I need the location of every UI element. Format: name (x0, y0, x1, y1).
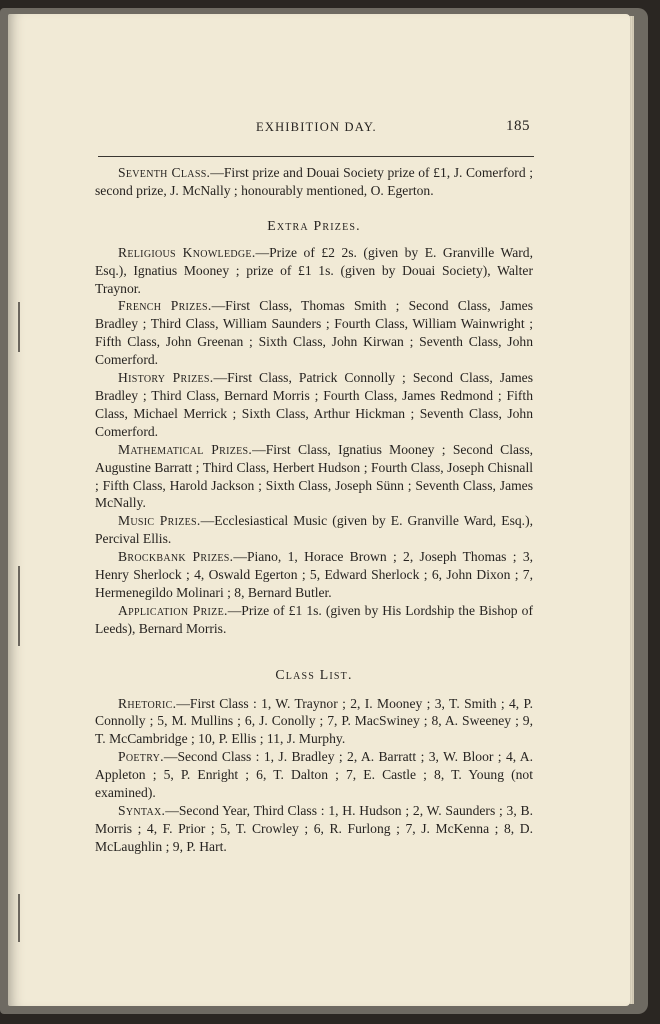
paragraph-rhetoric (95, 695, 533, 749)
heading-extra-prizes: Extra Prizes. (267, 217, 361, 233)
gutter-mark (18, 566, 20, 646)
paragraph-mathematical-prizes (95, 441, 533, 513)
paragraph-head: French Prizes. (118, 298, 212, 314)
paragraph-head: Application Prize. (118, 602, 228, 618)
paragraph-text: —First Class, Thomas Smith ; Second Class, James Bradley ; Third Class, William Saunders ; Fourth Class, William Wainwright ; Fifth Class, John Greenan ; Sixth Class, John Kirwan ; Seventh Class, John Comerford. (95, 298, 533, 368)
paragraph-head: Brockbank Prizes. (118, 549, 234, 565)
paragraph-poetry (95, 748, 533, 802)
paragraph-head: Religious Knowledge. (118, 244, 256, 260)
paragraph-religious-knowledge (95, 244, 533, 298)
paragraph-text: —Second Class : 1, J. Bradley ; 2, A. Barratt ; 3, W. Bloor ; 4, A. Appleton ; 5, P. Enright ; 6, T. Dalton ; 7, E. Castle ; 8, T. Young (not examined). (95, 749, 533, 801)
paragraph-syntax (95, 802, 533, 856)
paragraph-text: —First Class, Ignatius Mooney ; Second Class, Augustine Barratt ; Third Class, Herbert Hudson ; Fourth Class, Joseph Chisnall ; Fifth Class, Harold Jackson ; Sixth Class, Joseph Sünn ; Seventh Class, James McNally. (95, 441, 534, 511)
paragraph-text: —First Class : 1, W. Traynor ; 2, I. Mooney ; 3, T. Smith ; 4, P. Connolly ; 5, M. Mullins ; 6, J. Conolly ; 7, P. MacSwiney ; 8, A. Sweeney ; 9, T. McCambridge ; 10, P. Ellis ; 11, J. Murphy. (95, 695, 533, 747)
paragraph-text: —Piano, 1, Horace Brown ; 2, Joseph Thomas ; 3, Henry Sherlock ; 4, Oswald Egerton ; 5, Edward Sherlock ; 6, John Dixon ; 7, Hermenegildo Molinari ; 8, Bernard Butler. (95, 549, 534, 600)
paragraph-text: —Prize of £2 2s. (given by E. Granville Ward, Esq.), Ignatius Mooney ; prize of £1 1s. (given by Douai Society), Walter Traynor. (95, 244, 533, 296)
paragraph-french-prizes (95, 297, 533, 369)
paragraph-text: —First prize and Douai Society prize of £1, J. Comerford ; second prize, J. McNally ; honourably mentioned, O. Egerton. (95, 165, 533, 198)
paragraph-head: Syntax. (118, 803, 166, 818)
paragraph-head: Seventh Class. (118, 165, 211, 180)
paragraph-head: Poetry. (118, 749, 164, 765)
paragraph-seventh-class (95, 164, 533, 200)
paragraph-brockbank-prizes (95, 548, 533, 602)
gutter-mark (18, 302, 20, 352)
paragraph-application-prize (95, 602, 533, 638)
page-header (8, 116, 630, 140)
running-head: EXHIBITION DAY. (256, 120, 377, 134)
page-body (95, 164, 533, 856)
paragraph-history-prizes (95, 369, 533, 441)
paragraph-head: History Prizes. (118, 370, 214, 386)
gutter-mark (18, 894, 20, 942)
paragraph-text: —First Class, Patrick Connolly ; Second Class, James Bradley ; Third Class, Bernard Morris ; Fourth Class, James Redmond ; Fifth Class, Michael Merrick ; Sixth Class, Arthur Hickman ; Seventh Class, John Comerford. (95, 370, 533, 439)
paragraph-text: —Prize of £1 1s. (given by His Lordship the Bishop of Leeds), Bernard Morris. (95, 602, 533, 636)
header-rule (98, 156, 534, 157)
page-number: 185 (506, 118, 530, 134)
paragraph-head: Mathematical Prizes. (118, 441, 253, 457)
paragraph-text: —Second Year, Third Class : 1, H. Hudson ; 2, W. Saunders ; 3, B. Morris ; 4, F. Prior ; 5, T. Crowley ; 6, R. Furlong ; 7, J. McKenna ; 8, D. McLaughlin ; 9, P. Hart. (95, 803, 533, 854)
paragraph-head: Music Prizes. (118, 513, 201, 529)
book-page (8, 14, 630, 1006)
paragraph-text: —Ecclesiastical Music (given by E. Granville Ward, Esq.), Percival Ellis. (95, 513, 533, 547)
paragraph-music-prizes (95, 512, 533, 548)
heading-class-list: Class List. (275, 666, 353, 682)
paragraph-head: Rhetoric. (118, 695, 177, 711)
